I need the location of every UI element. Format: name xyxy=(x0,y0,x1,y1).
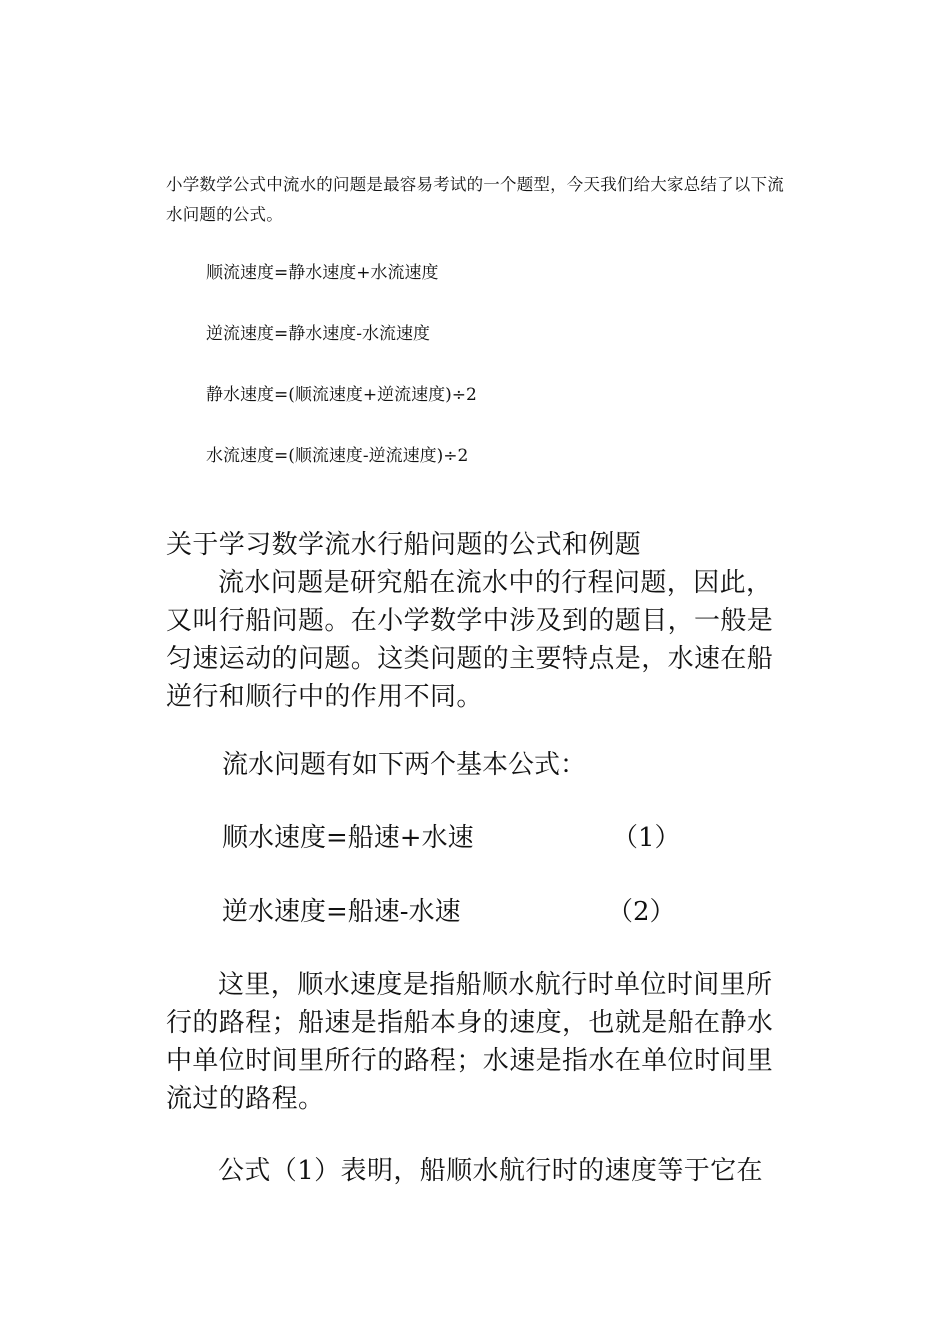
formula-downstream-speed: 顺流速度=静水速度+水流速度 xyxy=(206,263,439,283)
formula-still-water-speed: 静水速度=(顺流速度+逆流速度)÷2 xyxy=(206,385,477,405)
paragraph-explanation: 这里，顺水速度是指船顺水航行时单位时间里所行的路程；船速是指船本身的速度，也就是船在静水中单位时间里所行的路程；水速是指水在单位时间里流过的路程。 xyxy=(166,970,774,1114)
equation-number-1: （1） xyxy=(612,823,681,853)
section-title: 关于学习数学流水行船问题的公式和例题 xyxy=(166,530,642,560)
formula-current-speed: 水流速度=(顺流速度-逆流速度)÷2 xyxy=(206,446,469,466)
paragraph-formula-1-meaning: 公式（1）表明，船顺水航行时的速度等于它在 xyxy=(218,1156,763,1186)
paragraph-definition: 流水问题是研究船在流水中的行程问题，因此，又叫行船问题。在小学数学中涉及到的题目，一般是匀速运动的问题。这类问题的主要特点是，水速在船逆行和顺行中的作用不同。 xyxy=(166,568,774,712)
intro-paragraph: 小学数学公式中流水的问题是最容易考试的一个题型，今天我们给大家总结了以下流水问题的公式。 xyxy=(166,175,784,224)
formula-upstream-speed: 逆流速度=静水速度-水流速度 xyxy=(206,324,430,344)
equation-number-2: （2） xyxy=(607,897,676,927)
basic-formulas-intro: 流水问题有如下两个基本公式： xyxy=(222,750,587,780)
equation-downstream: 顺水速度=船速+水速 xyxy=(222,823,474,853)
equation-upstream: 逆水速度=船速-水速 xyxy=(222,897,461,927)
